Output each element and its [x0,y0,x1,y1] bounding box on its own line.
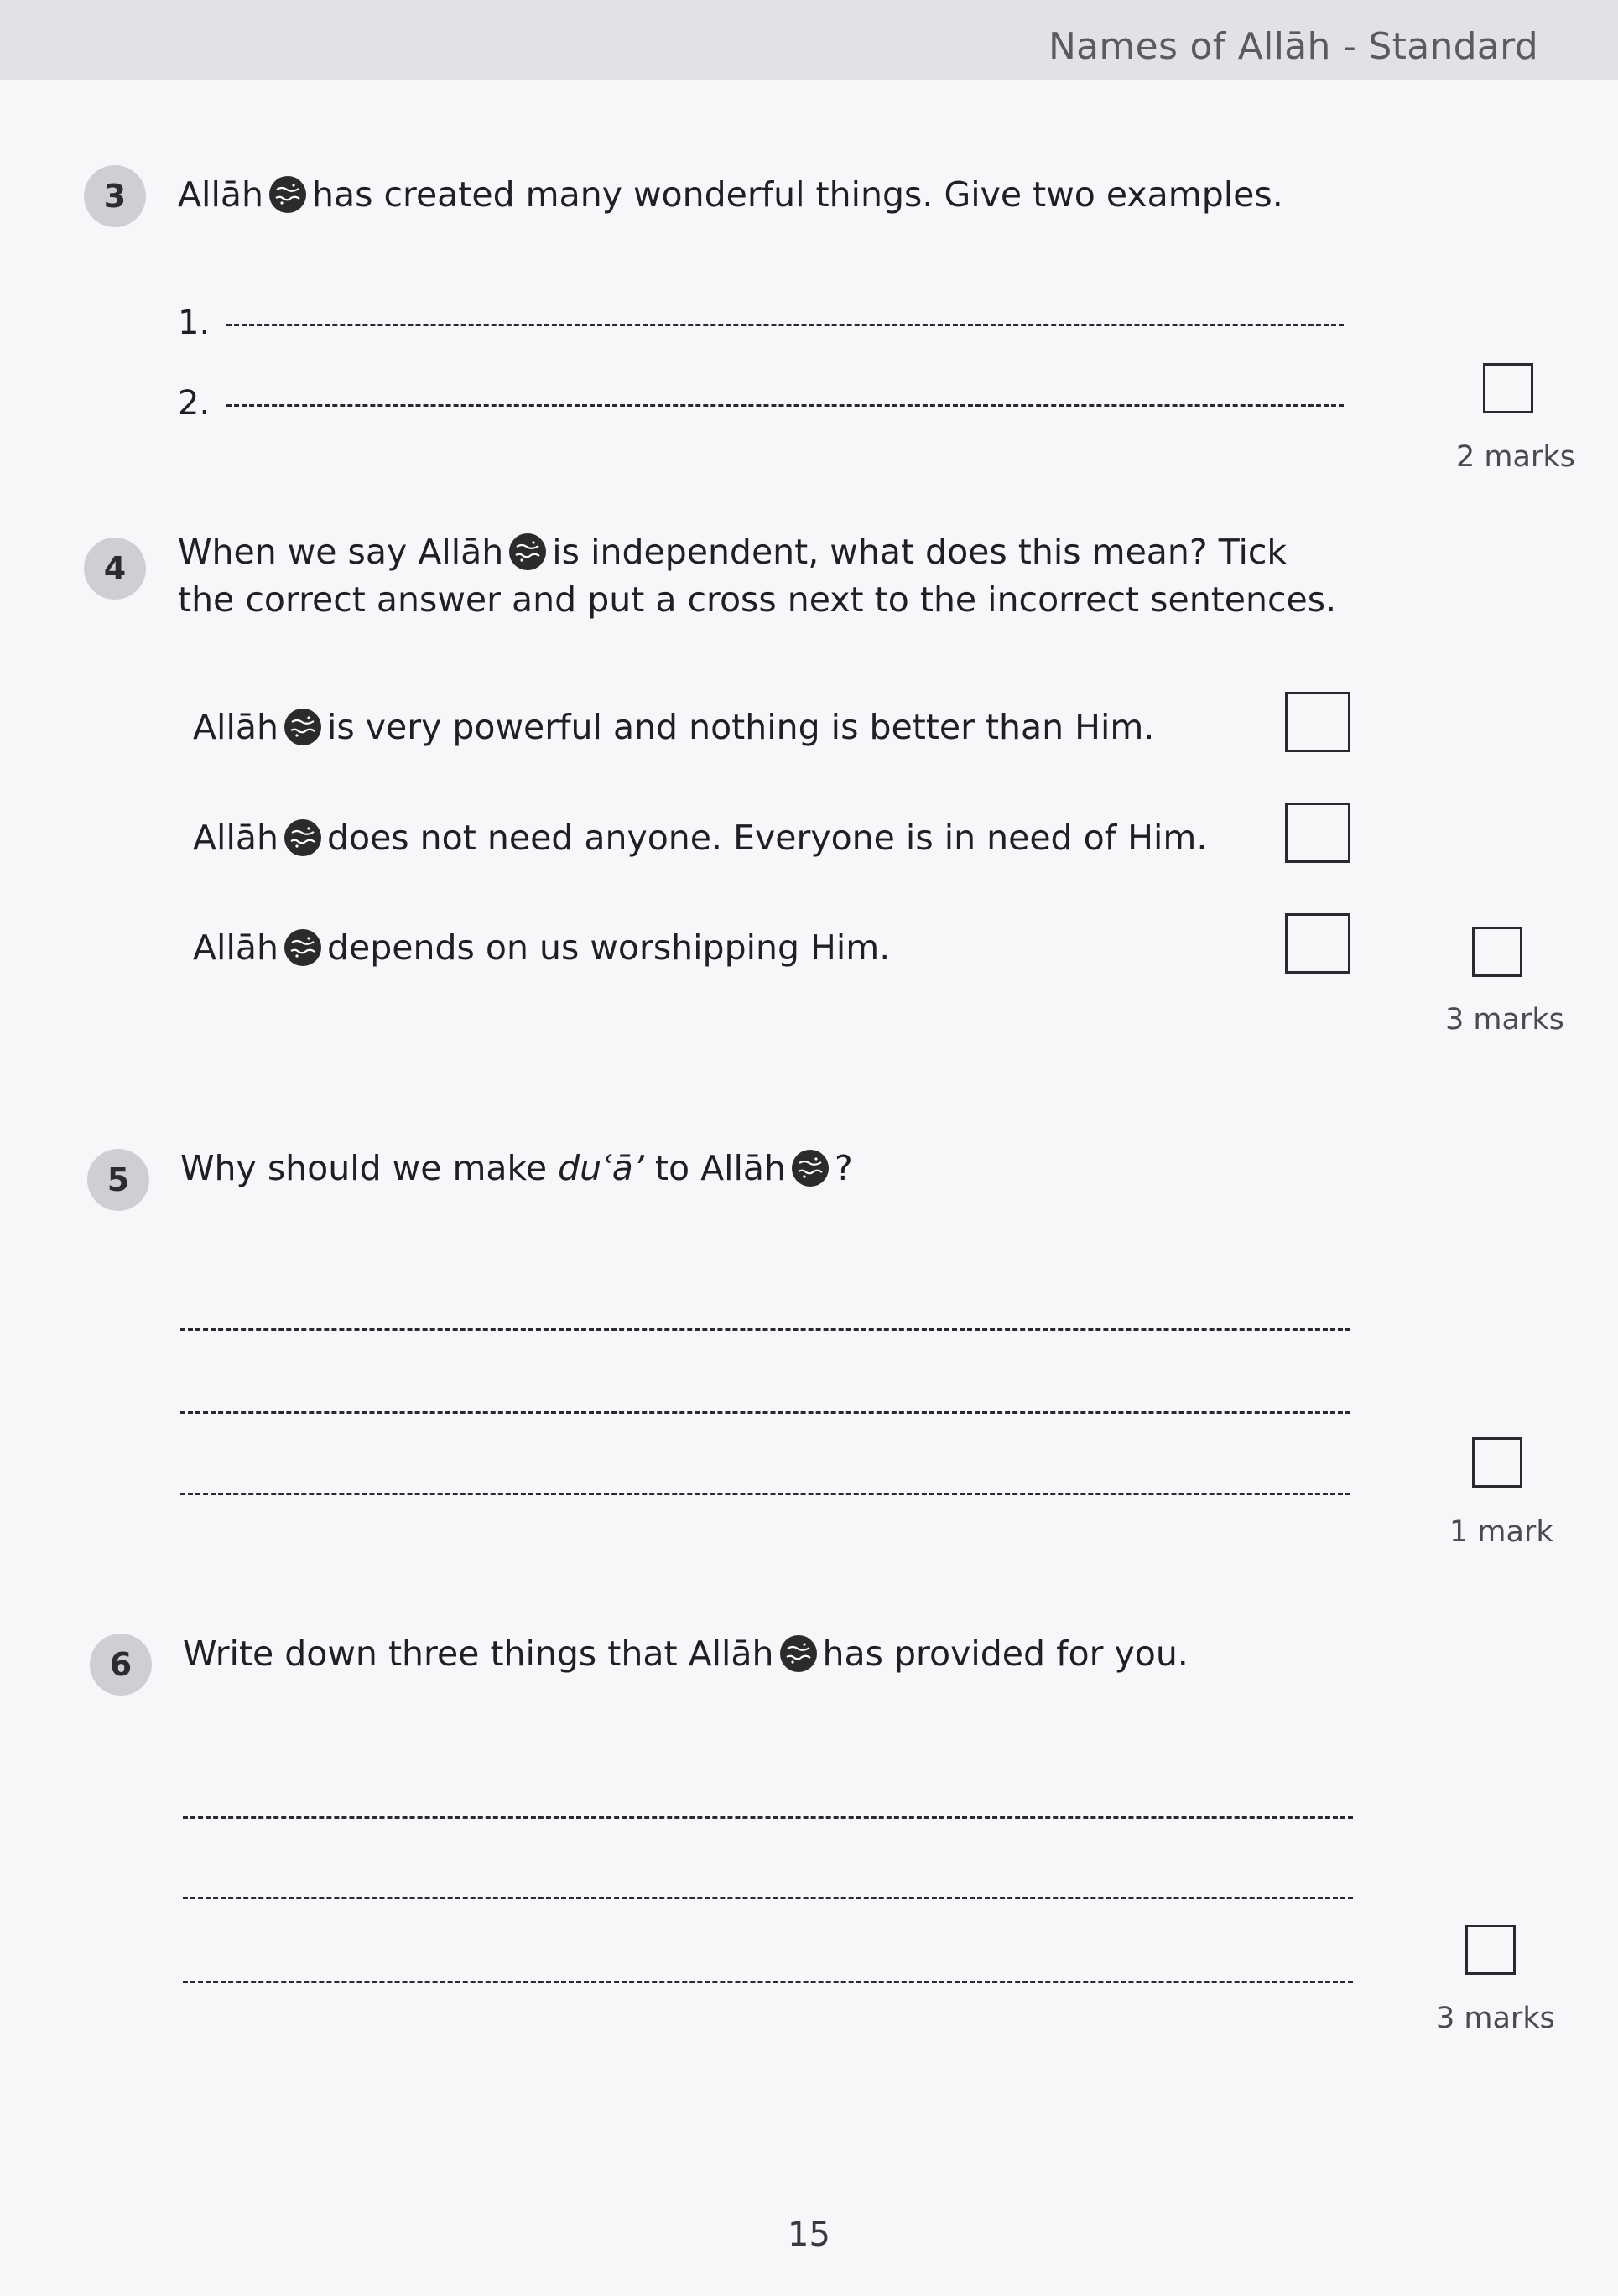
question-5-marks-box[interactable] [1472,1437,1522,1488]
answer-label-2: 2. [178,384,211,423]
question-4-option-1 [193,703,1154,751]
option-2-end: does not need anyone. Everyone is in need of Him. [326,818,1208,858]
question-3-marks-label: 2 marks [1456,440,1575,474]
dua-term: duʿā’ [558,1148,644,1188]
question-5-answer-line-2[interactable] [180,1411,1350,1414]
option-3-start: Allāh [193,927,278,968]
question-4-marks-box[interactable] [1472,927,1522,977]
page-number: 15 [788,2215,830,2254]
question-3-number: 3 [84,165,146,227]
question-3-prompt-start: Allāh [178,174,263,215]
question-6-answer-line-1[interactable] [183,1816,1353,1819]
option-1-start: Allāh [193,707,278,747]
page-header-title: Names of Allāh - Standard [1048,25,1538,68]
question-4-prompt-start: When we say Allāh [178,532,504,572]
question-4-prompt-line-1 [178,527,1287,576]
question-5-prompt-end: ? [835,1148,853,1188]
option-3-end: depends on us worshipping Him. [326,927,891,968]
question-5-marks-label: 1 mark [1449,1515,1553,1549]
question-6-prompt-start: Write down three things that Allāh [183,1634,774,1674]
question-4-option-2 [193,813,1207,862]
question-4-option-2-tickbox[interactable] [1285,803,1350,863]
question-6-answer-line-2[interactable] [183,1897,1353,1899]
answer-label-1: 1. [178,304,211,342]
question-5-prompt-start: Why should we make [180,1148,548,1188]
question-6-answer-line-3[interactable] [183,1981,1353,1983]
question-4-prompt-line-2: the correct answer and put a cross next to the incorrect sentences. [178,579,1337,620]
question-3-prompt-end: has created many wonderful things. Give two examples. [311,174,1283,215]
question-6-prompt-end: has provided for you. [822,1634,1189,1674]
question-3-answer-line-1[interactable] [226,324,1344,326]
question-6-marks-box[interactable] [1465,1925,1516,1975]
question-4-option-1-tickbox[interactable] [1285,692,1350,752]
question-4-option-3-tickbox[interactable] [1285,913,1350,974]
question-5-answer-line-3[interactable] [180,1493,1350,1495]
question-6-prompt [183,1629,1189,1678]
question-4-prompt-end: is independent, what does this mean? Tick [552,532,1288,572]
allah-seal-icon [284,708,322,746]
question-5-prompt-mid: to Allāh [654,1148,787,1188]
question-4-number: 4 [84,538,146,600]
question-4-option-3 [193,923,890,972]
header-band [0,0,1618,80]
question-3-answer-line-2[interactable] [226,404,1344,407]
question-4-marks-label: 3 marks [1445,1003,1564,1036]
allah-seal-icon [268,175,307,214]
allah-seal-icon [779,1634,818,1673]
question-3-marks-box[interactable] [1483,363,1533,413]
allah-seal-icon [284,818,322,857]
question-5-prompt [180,1144,853,1192]
question-3-prompt [178,170,1283,219]
question-6-number: 6 [90,1634,152,1696]
question-6-marks-label: 3 marks [1436,2002,1555,2035]
option-1-end: is very powerful and nothing is better than Him. [326,707,1155,747]
question-5-answer-line-1[interactable] [180,1328,1350,1331]
allah-seal-icon [284,928,322,967]
question-5-number: 5 [87,1149,149,1211]
option-2-start: Allāh [193,818,278,858]
allah-seal-icon [791,1149,830,1187]
allah-seal-icon [508,532,547,571]
